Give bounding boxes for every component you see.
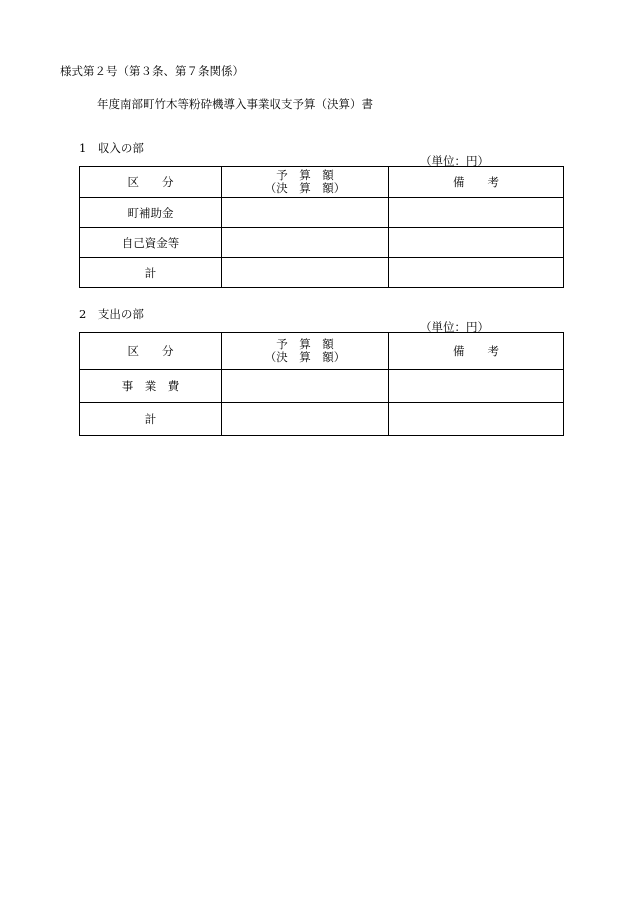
expense-header-row [80, 333, 564, 370]
header-remarks: 備 考 [389, 333, 564, 370]
row-category: 自己資金等 [80, 228, 222, 258]
income-section-heading: 1 収入の部 [79, 141, 144, 155]
row-remarks-cell[interactable] [389, 370, 564, 403]
table-row [80, 370, 564, 403]
income-unit-label: （単位：円） [420, 154, 489, 168]
header-budget [222, 167, 389, 198]
expense-unit-label: （単位：円） [420, 320, 489, 334]
table-row [80, 198, 564, 228]
row-remarks-cell[interactable] [389, 198, 564, 228]
row-amount-cell[interactable] [222, 228, 389, 258]
header-budget [222, 333, 389, 370]
header-budget-line1: 予 算 額 [276, 168, 334, 182]
header-category: 区 分 [80, 333, 222, 370]
document-title: 年度南部町竹木等粉砕機導入事業収支予算（決算）書 [97, 97, 373, 111]
row-category: 事 業 費 [80, 370, 222, 403]
header-budget-line2: （決 算 額） [264, 181, 346, 195]
form-number: 様式第２号（第３条、第７条関係） [60, 64, 244, 78]
income-header-row [80, 167, 564, 198]
table-row [80, 228, 564, 258]
table-row [80, 403, 564, 436]
row-category: 計 [80, 258, 222, 288]
header-budget-line2: （決 算 額） [264, 350, 346, 364]
row-category: 町補助金 [80, 198, 222, 228]
income-table [79, 166, 564, 288]
header-remarks: 備 考 [389, 167, 564, 198]
row-amount-cell[interactable] [222, 403, 389, 436]
row-amount-cell[interactable] [222, 258, 389, 288]
row-remarks-cell[interactable] [389, 258, 564, 288]
table-row [80, 258, 564, 288]
row-remarks-cell[interactable] [389, 228, 564, 258]
row-category: 計 [80, 403, 222, 436]
row-amount-cell[interactable] [222, 198, 389, 228]
expense-section-heading: 2 支出の部 [79, 307, 144, 321]
header-budget-line1: 予 算 額 [276, 337, 334, 351]
header-category: 区 分 [80, 167, 222, 198]
expense-table [79, 332, 564, 436]
row-amount-cell[interactable] [222, 370, 389, 403]
row-remarks-cell[interactable] [389, 403, 564, 436]
